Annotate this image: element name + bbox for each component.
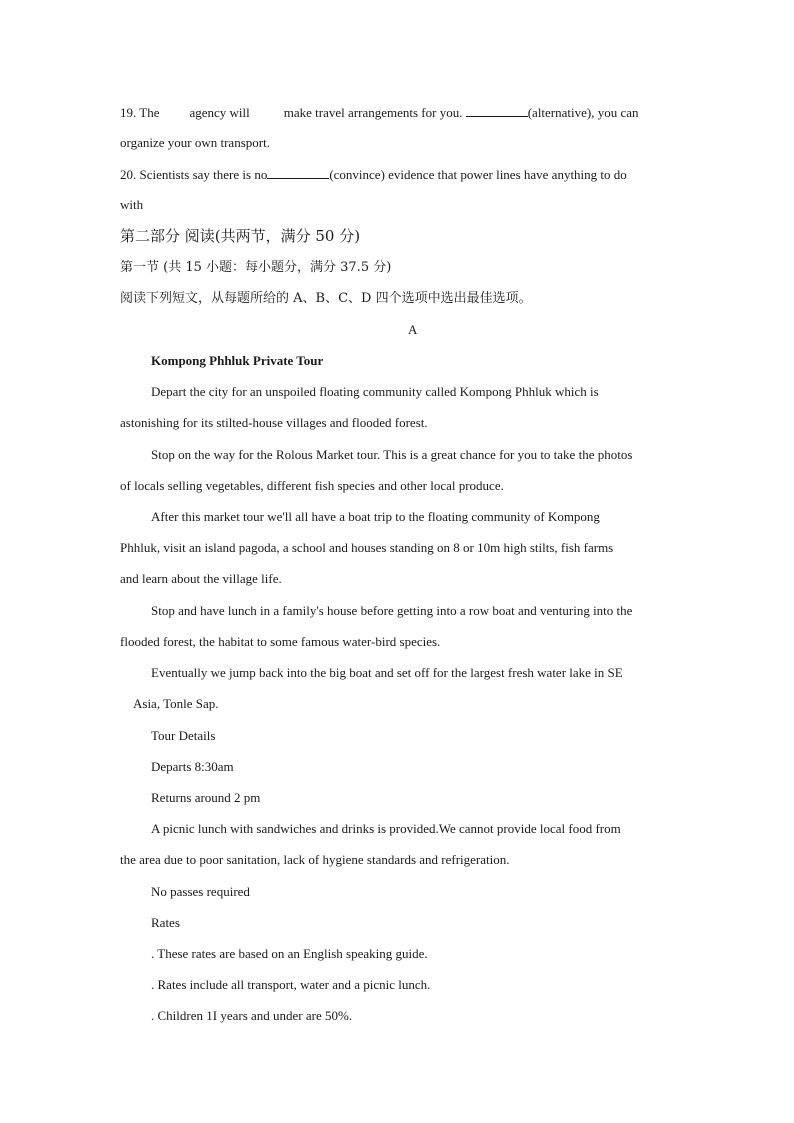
- question-20-line-2: with: [120, 197, 144, 212]
- departure-time: Departs 8:30am: [151, 759, 234, 774]
- paragraph-5-line-1: Eventually we jump back into the big boat and set off for the largest fresh water lake in SE: [151, 665, 623, 680]
- rate-item-3: . Children 1I years and under are 50%.: [151, 1008, 353, 1023]
- paragraph-2-line-2: of locals selling vegetables, different fish species and other local produce.: [120, 478, 504, 493]
- part-two-title: 第二部分 阅读(共两节，满分 50 分): [120, 227, 361, 245]
- reading-instruction: 阅读下列短文，从每题所给的 A、B、C、D 四个选项中选出最佳选项。: [120, 291, 532, 306]
- paragraph-1-line-1: Depart the city for an unspoiled floating community called Kompong Phhluk which is: [151, 384, 599, 399]
- paragraph-5-line-2: Asia, Tonle Sap.: [133, 696, 219, 711]
- paragraph-3-line-3: and learn about the village life.: [120, 571, 282, 586]
- paragraph-1-line-2: astonishing for its stilted-house villages and flooded forest.: [120, 415, 428, 430]
- section-one-title: 第一节 (共 15 小题：每小题分，满分 37.5 分): [120, 260, 392, 275]
- passage-label: A: [408, 322, 418, 337]
- q19-text-1: 19. The: [120, 105, 160, 120]
- passage-title: Kompong Phhluk Private Tour: [151, 353, 324, 368]
- question-19-line-2: organize your own transport.: [120, 135, 270, 150]
- return-time: Returns around 2 pm: [151, 790, 261, 805]
- q20-answer-blank[interactable]: [267, 166, 329, 179]
- rate-item-2: . Rates include all transport, water and a picnic lunch.: [151, 977, 431, 992]
- paragraph-3-line-2: Phhluk, visit an island pagoda, a school and houses standing on 8 or 10m high stilts, fish farms: [120, 540, 614, 555]
- paragraph-4-line-1: Stop and have lunch in a family's house before getting into a row boat and venturing into the: [151, 603, 633, 618]
- paragraph-2-line-1: Stop on the way for the Rolous Market tour. This is a great chance for you to take the photos: [151, 447, 633, 462]
- q19-text-4: (alternative), you can: [527, 105, 639, 120]
- rate-item-1: . These rates are based on an English speaking guide.: [151, 946, 428, 961]
- q20-text-1: 20. Scientists say there is no: [120, 167, 268, 182]
- q20-text-2: (convince) evidence that power lines have anything to do: [329, 167, 627, 182]
- paragraph-4-line-2: flooded forest, the habitat to some famous water-bird species.: [120, 634, 441, 649]
- paragraph-6-line-2: the area due to poor sanitation, lack of hygiene standards and refrigeration.: [120, 852, 510, 867]
- rates-heading: Rates: [151, 915, 180, 930]
- q19-text-3: make travel arrangements for you.: [283, 105, 463, 120]
- paragraph-6-line-1: A picnic lunch with sandwiches and drinks is provided.We cannot provide local food from: [151, 821, 621, 836]
- question-19-line-1: [120, 104, 639, 121]
- q19-answer-blank[interactable]: [466, 104, 528, 117]
- q19-text-2: agency will: [189, 105, 250, 120]
- paragraph-3-line-1: After this market tour we'll all have a boat trip to the floating community of Kompong: [151, 509, 600, 524]
- passes-note: No passes required: [151, 884, 250, 899]
- question-20-line-1: [120, 166, 627, 183]
- tour-details-heading: Tour Details: [151, 728, 216, 743]
